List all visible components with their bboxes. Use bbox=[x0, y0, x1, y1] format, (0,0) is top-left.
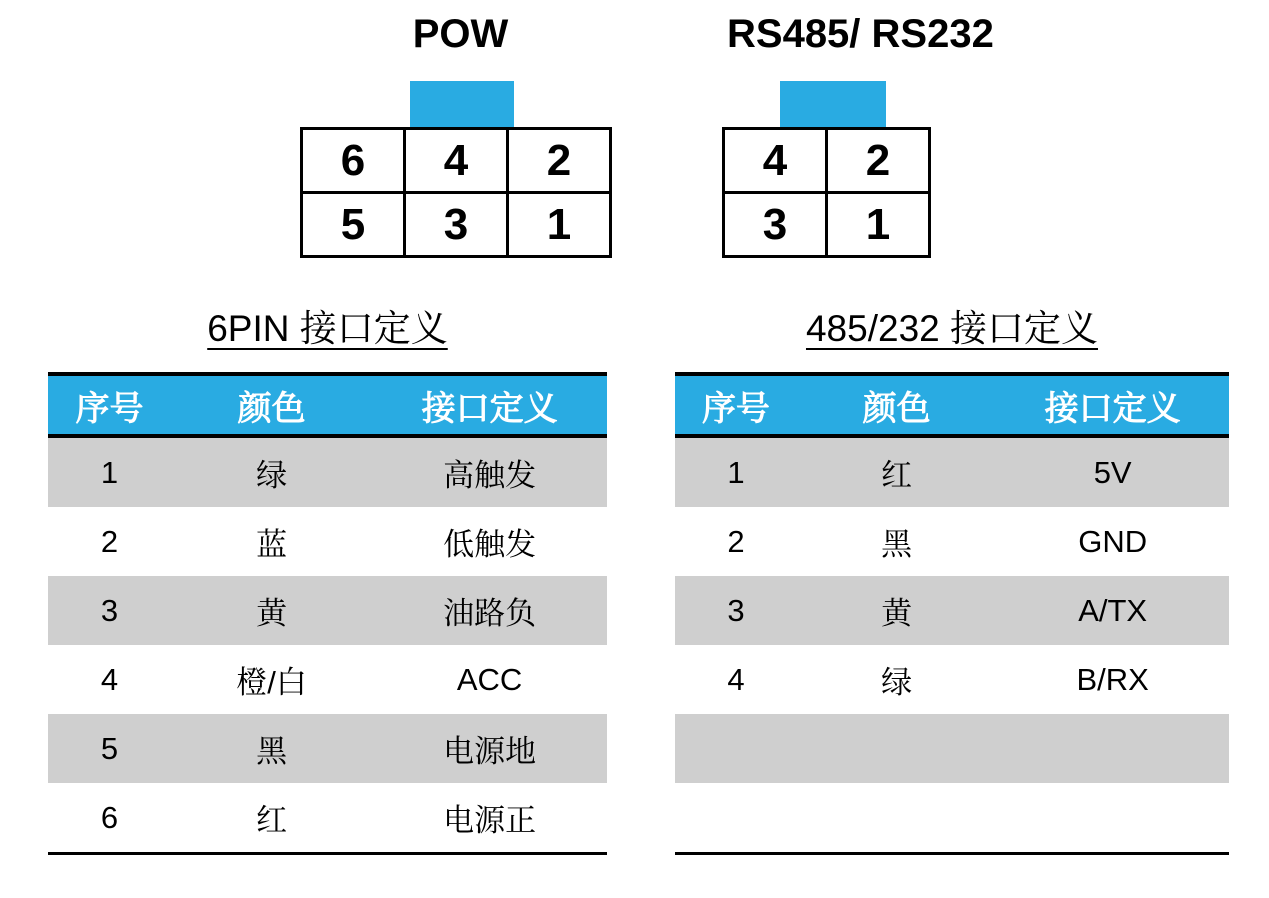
cell-definition: 电源正 bbox=[443, 803, 537, 838]
table-row bbox=[675, 645, 1229, 714]
cell-definition: 低触发 bbox=[443, 527, 537, 562]
cell-color: 绿 bbox=[881, 665, 913, 700]
cell-serial: 4 bbox=[100, 661, 119, 697]
cell-color: 黄 bbox=[881, 596, 913, 631]
table-row bbox=[675, 507, 1229, 576]
rs485-connector-key-tab bbox=[780, 81, 886, 128]
pin6-table-body bbox=[48, 438, 607, 855]
cell-definition: 高触发 bbox=[443, 458, 537, 493]
rs485-pin-row-bottom bbox=[724, 193, 930, 257]
cell-serial: 3 bbox=[727, 592, 745, 628]
rs485-header-row bbox=[675, 372, 1229, 438]
table-row bbox=[48, 576, 607, 645]
rs485-pin-2: 2 bbox=[827, 129, 930, 193]
table-row bbox=[48, 645, 607, 714]
pow-pin-1: 1 bbox=[508, 193, 611, 257]
rs485-pin-row-top bbox=[724, 129, 930, 193]
header-color: 颜色 bbox=[237, 389, 306, 428]
pin6-header-row bbox=[48, 372, 607, 438]
pow-connector-label: POW bbox=[412, 12, 509, 56]
header-definition: 接口定义 bbox=[1044, 389, 1181, 428]
table-row bbox=[675, 576, 1229, 645]
cell-color: 黄 bbox=[256, 596, 288, 631]
cell-color: 红 bbox=[256, 803, 288, 838]
pow-pin-6: 6 bbox=[302, 129, 405, 193]
rs485-pin-4: 4 bbox=[724, 129, 827, 193]
cell-definition: A/TX bbox=[1078, 592, 1148, 628]
rs485-rs232-connector-label: RS485/ RS232 bbox=[727, 12, 994, 56]
pow-pin-row-top bbox=[302, 129, 611, 193]
cell-serial: 2 bbox=[100, 523, 119, 559]
cell-serial: 4 bbox=[727, 661, 745, 697]
cell-serial: 6 bbox=[100, 799, 119, 835]
pow-pin-5: 5 bbox=[302, 193, 405, 257]
pin6-definition-table bbox=[48, 372, 607, 855]
table-row-empty bbox=[675, 714, 1229, 783]
pow-pin-row-bottom bbox=[302, 193, 611, 257]
cell-definition: GND bbox=[1078, 523, 1148, 559]
table-row bbox=[48, 714, 607, 783]
cell-serial: 5 bbox=[100, 730, 119, 766]
cell-color: 红 bbox=[881, 458, 913, 493]
rs485-pin-grid bbox=[722, 127, 931, 258]
rs485-table-body bbox=[675, 438, 1229, 855]
header-definition: 接口定义 bbox=[421, 389, 558, 428]
rs485-pin-1: 1 bbox=[827, 193, 930, 257]
table-row bbox=[48, 507, 607, 576]
pow-pin-2: 2 bbox=[508, 129, 611, 193]
pow-pin-4: 4 bbox=[405, 129, 508, 193]
pow-connector-key-tab bbox=[410, 81, 514, 128]
cell-color: 黑 bbox=[256, 734, 288, 769]
cell-color: 绿 bbox=[256, 458, 288, 493]
table-row bbox=[48, 438, 607, 507]
header-color: 颜色 bbox=[862, 389, 931, 428]
table-row bbox=[675, 438, 1229, 507]
rs485-table-title: 485/232 接口定义 bbox=[805, 308, 1099, 349]
cell-definition: B/RX bbox=[1076, 661, 1149, 697]
table-row-empty bbox=[675, 783, 1229, 852]
header-serial: 序号 bbox=[75, 389, 144, 428]
cell-color: 蓝 bbox=[256, 527, 288, 562]
cell-serial: 1 bbox=[727, 454, 745, 490]
pow-pin-grid bbox=[300, 127, 612, 258]
cell-color: 橙/白 bbox=[236, 665, 307, 700]
cell-color: 黑 bbox=[881, 527, 913, 562]
rs485-pin-3: 3 bbox=[724, 193, 827, 257]
header-serial: 序号 bbox=[701, 389, 770, 428]
cell-serial: 3 bbox=[100, 592, 119, 628]
rs485-definition-table bbox=[675, 372, 1229, 855]
table-row bbox=[48, 783, 607, 852]
cell-serial: 1 bbox=[100, 454, 119, 490]
cell-definition: 电源地 bbox=[443, 734, 537, 769]
cell-definition: 5V bbox=[1093, 454, 1132, 490]
cell-definition: ACC bbox=[456, 661, 523, 697]
pin6-table-title: 6PIN 接口定义 bbox=[207, 308, 448, 349]
pow-pin-3: 3 bbox=[405, 193, 508, 257]
cell-definition: 油路负 bbox=[443, 596, 537, 631]
cell-serial: 2 bbox=[727, 523, 745, 559]
